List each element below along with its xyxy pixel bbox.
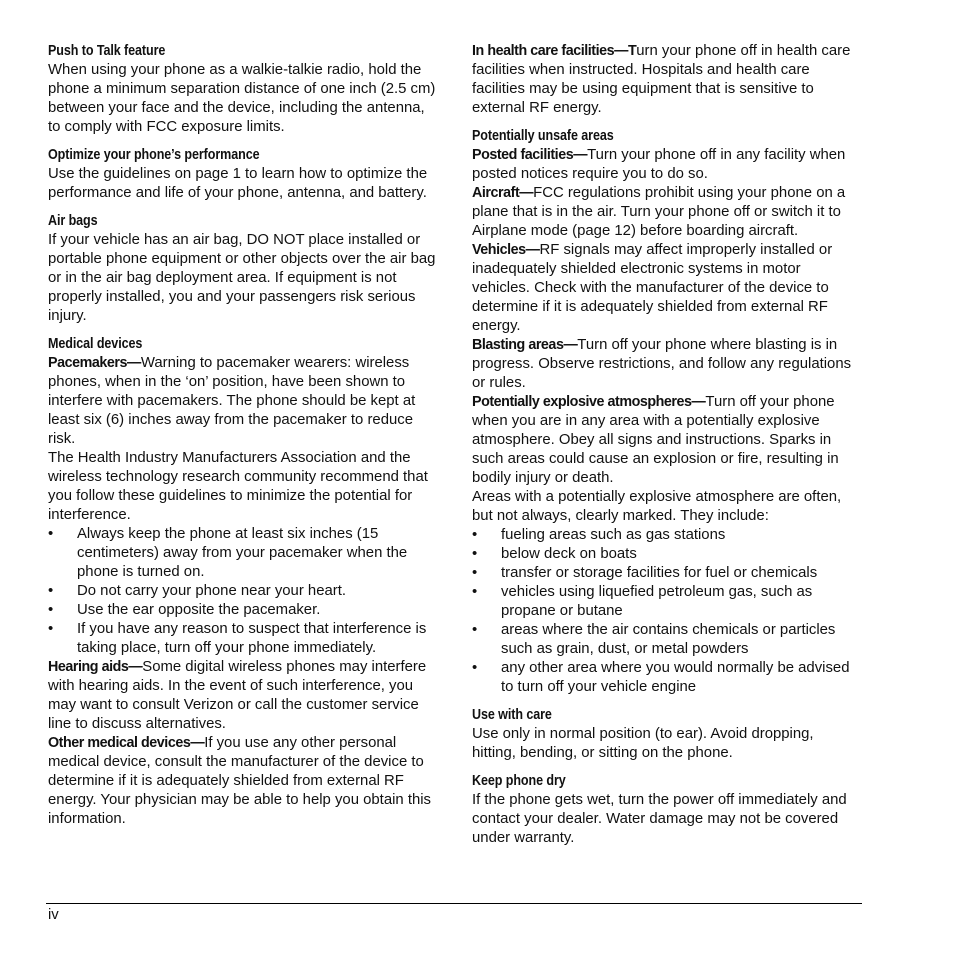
lead-hearing-aids: Hearing aids— — [48, 659, 143, 675]
text-health-care: urn your phone off in health care facilities when instructed. Hospitals and health care facilities may be using equipment that is sensitive to external RF energy. — [472, 43, 851, 116]
page-number: iv — [48, 907, 59, 923]
lead-other-medical-devices: Other medical devices— — [48, 735, 205, 751]
right-column — [472, 42, 860, 857]
heading-optimize-performance: Optimize your phone’s performance — [48, 147, 260, 163]
paragraph-posted-facilities — [472, 146, 860, 184]
paragraph-keep-phone-dry: If the phone gets wet, turn the power off immediately and contact your dealer. Water damage may not be covered under warranty. — [472, 792, 847, 846]
paragraph-vehicles — [472, 241, 860, 336]
section-keep-phone-dry — [472, 772, 860, 848]
section-air-bags — [48, 212, 436, 326]
text-vehicles: RF signals may affect improperly installed or inadequately shielded electronic systems in motor vehicles. Check with the manufacturer of the device to determine if it is adequately shielded from external RF energy. — [472, 242, 833, 334]
heading-unsafe-areas: Potentially unsafe areas — [472, 128, 614, 144]
lead-explosive-atmospheres: Potentially explosive atmospheres— — [472, 394, 706, 410]
section-push-to-talk — [48, 42, 436, 137]
heading-keep-phone-dry: Keep phone dry — [472, 773, 566, 789]
text-other-medical-devices: If you use any other personal medical device, consult the manufacturer of the device to determine if it is adequately shielded from external RF energy. Your physician may be able to help you obtain this information. — [48, 735, 431, 827]
paragraph-blasting-areas — [472, 336, 860, 393]
lead-aircraft: Aircraft— — [472, 185, 534, 201]
list-item: • below deck on boats — [472, 545, 860, 564]
list-item: • Do not carry your phone near your heart. — [48, 582, 436, 601]
paragraph-aircraft — [472, 184, 860, 241]
paragraph-air-bags: If your vehicle has an air bag, DO NOT place installed or portable phone equipment or other objects over the air bag or in the air bag deployment area. If equipment is not properly installed, you and your passengers risk serious injury. — [48, 232, 436, 324]
text-aircraft: FCC regulations prohibit using your phone on a plane that is in the air. Turn your phone off or switch it to Airplane mode (page 12) before boarding aircraft. — [472, 185, 846, 239]
pacemaker-guidelines-list — [48, 525, 436, 658]
paragraph-pacemakers — [48, 354, 436, 449]
lead-vehicles: Vehicles— — [472, 242, 540, 258]
paragraph-use-with-care: Use only in normal position (to ear). Avoid dropping, hitting, bending, or sitting on the phone. — [472, 726, 814, 761]
text-explosive-atmospheres: Turn off your phone when you are in any area with a potentially explosive atmosphere. Obey all signs and instructions. Sparks in such areas could cause an explosion or fire, resulting in bodily injury or death. — [472, 394, 839, 486]
list-item: • any other area where you would normally be advised to turn off your vehicle engine — [472, 659, 860, 697]
lead-pacemakers: Pacemakers— — [48, 355, 141, 371]
heading-push-to-talk: Push to Talk feature — [48, 43, 166, 59]
lead-blasting-areas: Blasting areas— — [472, 337, 578, 353]
paragraph-association: The Health Industry Manufacturers Association and the wireless technology research community recommend that you follow these guidelines to minimize the potential for interference. — [48, 450, 428, 523]
heading-use-with-care: Use with care — [472, 707, 552, 723]
section-health-care — [472, 42, 860, 118]
heading-air-bags: Air bags — [48, 213, 98, 229]
list-item: • vehicles using liquefied petroleum gas, such as propane or butane — [472, 583, 860, 621]
paragraph-optimize-performance: Use the guidelines on page 1 to learn how to optimize the performance and life of your phone, antenna, and battery. — [48, 166, 428, 201]
text-blasting-areas: Turn off your phone where blasting is in progress. Observe restrictions, and follow any regulations or rules. — [472, 337, 852, 391]
heading-medical-devices: Medical devices — [48, 336, 143, 352]
section-unsafe-areas — [472, 127, 860, 697]
paragraph-hearing-aids — [48, 658, 436, 734]
paragraph-health-care — [472, 42, 860, 118]
text-posted-facilities: Turn your phone off in any facility when posted notices require you to do so. — [472, 147, 846, 182]
paragraph-explosive-areas: Areas with a potentially explosive atmosphere are often, but not always, clearly marked. They include: — [472, 489, 842, 524]
footer-rule — [46, 903, 862, 904]
lead-health-care: In health care facilities—T — [472, 43, 637, 59]
list-item: • areas where the air contains chemicals or particles such as grain, dust, or metal powders — [472, 621, 860, 659]
left-column — [48, 42, 436, 838]
lead-posted-facilities: Posted facilities— — [472, 147, 588, 163]
list-item: • Use the ear opposite the pacemaker. — [48, 601, 436, 620]
explosive-areas-list — [472, 526, 860, 697]
paragraph-push-to-talk: When using your phone as a walkie-talkie radio, hold the phone a minimum separation distance of one inch (2.5 cm) between your face and the device, including the antenna, to comply with FCC exposure limits. — [48, 62, 436, 135]
section-optimize-performance — [48, 146, 436, 203]
text-hearing-aids: Some digital wireless phones may interfere with hearing aids. In the event of such interference, you may want to consult Verizon or call the customer service line to discuss alternatives. — [48, 659, 427, 732]
list-item: • Always keep the phone at least six inches (15 centimeters) away from your pacemaker when the phone is turned on. — [48, 525, 436, 582]
list-item: • If you have any reason to suspect that interference is taking place, turn off your phone immediately. — [48, 620, 436, 658]
section-medical-devices — [48, 335, 436, 829]
text-pacemakers: Warning to pacemaker wearers: wireless phones, when in the ‘on’ position, have been shown to interfere with pacemakers. The phone should be kept at least six (6) inches away from the pacemaker to reduce risk. — [48, 355, 416, 447]
section-use-with-care — [472, 706, 860, 763]
paragraph-explosive-atmospheres — [472, 393, 860, 488]
list-item: • fueling areas such as gas stations — [472, 526, 860, 545]
list-item: • transfer or storage facilities for fuel or chemicals — [472, 564, 860, 583]
paragraph-other-medical-devices — [48, 734, 436, 829]
